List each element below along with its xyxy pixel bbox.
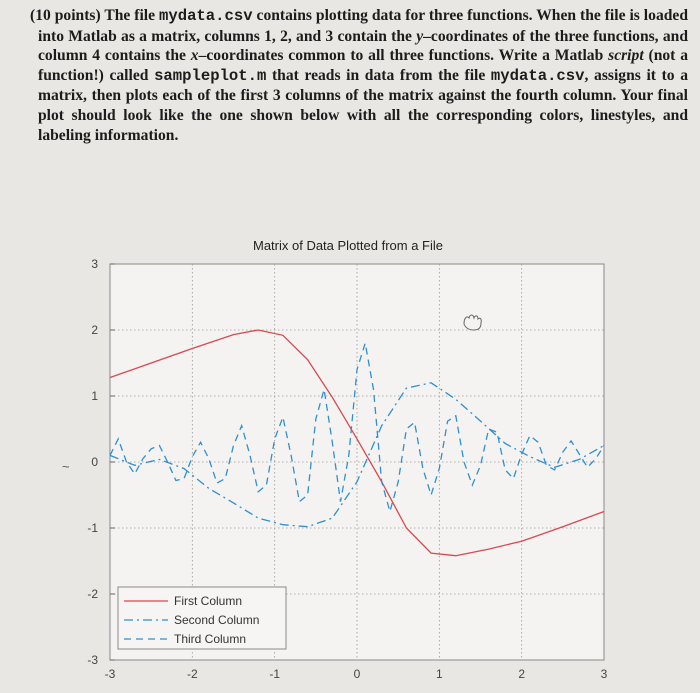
question-text-part: , assigns it to a matrix, then plots each of the first 3 columns of the matrix against the fourth column. Your final plot should look like the one shown below with all the corresponding colors, linestyles, and labeling information. [38, 66, 688, 144]
y-tick-label: 3 [91, 257, 98, 271]
y-tick-label: 2 [91, 323, 98, 337]
question-text-part: contains plotting data for three functions. When the file is loaded into Matlab as a matrix, columns 1, 2, and 3 contain the [38, 7, 689, 45]
matlab-plot [0, 222, 700, 693]
question-paragraph [8, 6, 688, 145]
question-number [8, 6, 30, 26]
x-variable: x [190, 47, 199, 65]
legend-label: Second Column [174, 613, 260, 627]
x-tick-label: 1 [435, 667, 443, 681]
y-variable: y [416, 27, 424, 45]
question-text [8, 6, 688, 145]
y-tick-label: -1 [87, 521, 98, 535]
y-tick-label: -2 [87, 587, 98, 601]
file-name: mydata.csv [159, 7, 253, 25]
x-tick-label: -3 [104, 667, 116, 681]
x-tick-label: -2 [186, 667, 198, 681]
question-text-part: The file [100, 7, 159, 24]
script-name: sampleplot.m [154, 66, 267, 85]
y-tick-label: -3 [87, 653, 98, 667]
x-tick-label: 0 [353, 667, 361, 681]
x-tick-label: 2 [518, 667, 526, 681]
legend-label: Third Column [174, 632, 247, 646]
legend [118, 587, 286, 649]
question-text-part: –coordinates common to all three functions. Write a Matlab [198, 47, 609, 65]
side-mark: ~ [62, 459, 70, 474]
question-text-part: that reads in data from the file [266, 66, 491, 84]
script-word: script [608, 47, 644, 65]
legend-label: First Column [174, 594, 243, 608]
chart-title: Matrix of Data Plotted from a File [252, 238, 444, 253]
question-text-part: –coordinates of the three functions, and column 4 contains the [38, 27, 688, 65]
x-tick-label: 3 [600, 667, 608, 681]
x-tick-label: -1 [269, 667, 281, 681]
y-tick-label: 0 [91, 455, 98, 469]
file-name-2: mydata.csv [490, 66, 585, 85]
y-tick-label: 1 [91, 389, 98, 403]
question-points: (10 points) [30, 7, 101, 24]
question-text-part: (not a function!) called [38, 47, 688, 84]
figure [0, 222, 700, 693]
